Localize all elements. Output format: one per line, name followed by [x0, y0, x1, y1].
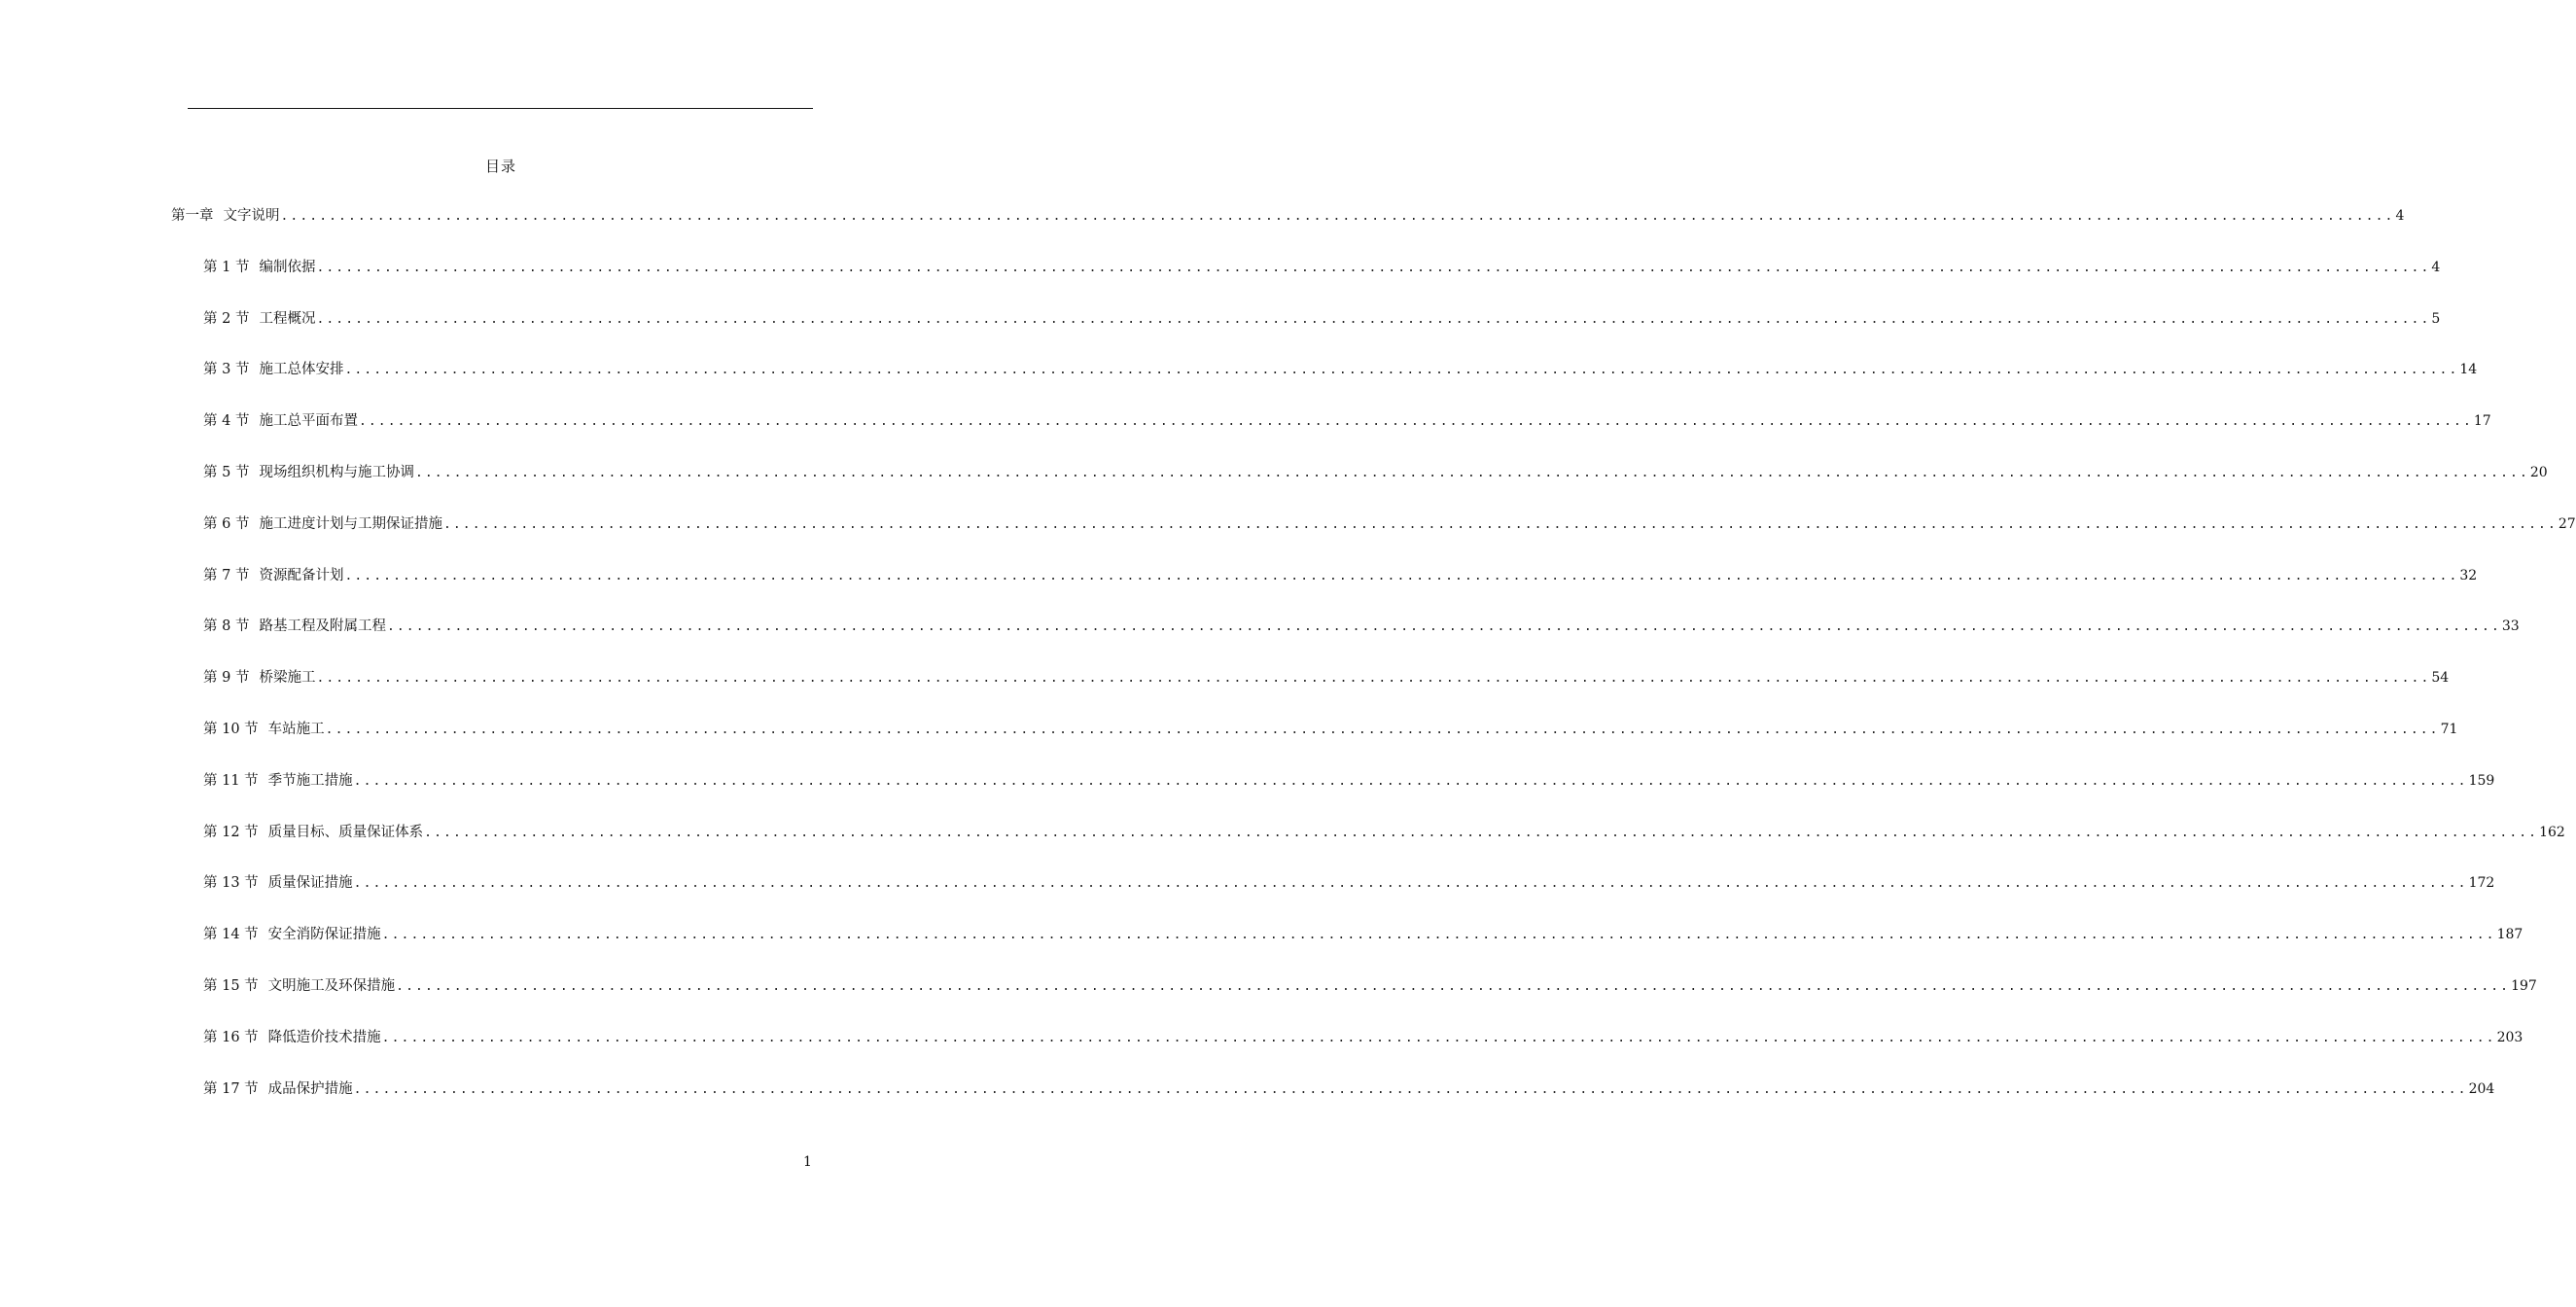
toc-leader-dots: ...........................................................................................................................................................................................................................: [353, 876, 2468, 891]
toc-entry-number: 第 16 节: [203, 1030, 259, 1045]
toc-leader-dots: ...........................................................................................................................................................................................................................: [325, 723, 2440, 737]
toc-leader-dots: ...........................................................................................................................................................................................................................: [316, 261, 2431, 275]
toc-entry-title: 施工总平面布置: [259, 413, 358, 429]
toc-entry[interactable]: [203, 925, 2523, 944]
toc-entry-title: 施工总体安排: [259, 362, 344, 377]
toc-entry[interactable]: [203, 720, 2458, 739]
toc-entry-title: 安全消防保证措施: [267, 927, 381, 942]
toc-entry-number: 第 17 节: [203, 1081, 259, 1097]
toc-entry-number: 第 2 节: [203, 311, 250, 327]
toc-entry-page: 204: [2468, 1081, 2495, 1097]
page-number: 1: [803, 1154, 812, 1170]
toc-entry[interactable]: [203, 771, 2495, 791]
toc-leader-dots: ...........................................................................................................................................................................................................................: [414, 466, 2529, 480]
toc-entry[interactable]: [203, 1028, 2523, 1047]
toc-entry-page: 162: [2539, 825, 2565, 840]
toc-entry-page: 33: [2501, 618, 2520, 634]
toc-entry-title: 现场组织机构与施工协调: [259, 465, 414, 480]
toc-entry-number: 第 1 节: [203, 260, 250, 275]
toc-entry-number: 第 12 节: [203, 825, 259, 840]
toc-entry-title: 降低造价技术措施: [267, 1030, 381, 1045]
toc-entry-page: 20: [2529, 465, 2548, 480]
toc-entry-page: 197: [2511, 978, 2537, 994]
toc-entry-page: 14: [2459, 362, 2478, 377]
toc-entry-title: 质量保证措施: [267, 875, 353, 891]
toc-entry-title: 资源配备计划: [259, 568, 344, 583]
toc-entry-number: 第 11 节: [203, 773, 259, 789]
toc-leader-dots: ...........................................................................................................................................................................................................................: [280, 209, 2395, 224]
toc-entry-number: 第 5 节: [203, 465, 250, 480]
toc-entry[interactable]: [203, 976, 2537, 996]
toc-entry-title: 桥梁施工: [259, 670, 316, 686]
toc-entry[interactable]: [203, 566, 2478, 585]
toc-title: 目录: [484, 158, 516, 175]
toc-entry[interactable]: [203, 258, 2441, 277]
toc-entry-number: 第 13 节: [203, 875, 259, 891]
toc-leader-dots: ...........................................................................................................................................................................................................................: [381, 928, 2496, 942]
toc-entry-title: 工程概况: [259, 311, 316, 327]
toc-leader-dots: ...........................................................................................................................................................................................................................: [381, 1031, 2496, 1045]
toc-entry[interactable]: [203, 1079, 2495, 1099]
toc-entry[interactable]: [203, 463, 2548, 482]
toc-leader-dots: ...........................................................................................................................................................................................................................: [386, 619, 2501, 634]
toc-leader-dots: ...........................................................................................................................................................................................................................: [344, 569, 2459, 583]
toc-entry-title: 文明施工及环保措施: [267, 978, 396, 994]
toc-entry-number: 第 7 节: [203, 568, 250, 583]
toc-entry-page: 54: [2431, 670, 2450, 686]
toc-entry-title: 季节施工措施: [267, 773, 353, 789]
toc-entry[interactable]: [171, 206, 2405, 226]
toc-entry-title: 路基工程及附属工程: [259, 618, 386, 634]
toc-entry-title: 施工进度计划与工期保证措施: [259, 516, 442, 532]
toc-entry-page: 172: [2468, 875, 2495, 891]
toc-leader-dots: ...........................................................................................................................................................................................................................: [396, 979, 2511, 994]
toc-entry[interactable]: [203, 823, 2565, 842]
toc-entry[interactable]: [203, 617, 2520, 636]
toc-leader-dots: ...........................................................................................................................................................................................................................: [316, 312, 2431, 327]
toc-entry-number: 第 15 节: [203, 978, 259, 994]
toc-entry-number: 第 14 节: [203, 927, 259, 942]
toc-leader-dots: ...........................................................................................................................................................................................................................: [358, 414, 2473, 429]
toc-leader-dots: ...........................................................................................................................................................................................................................: [344, 363, 2459, 377]
toc-entry-title: 文字说明: [223, 208, 280, 224]
toc-entry-number: 第 3 节: [203, 362, 250, 377]
toc-entry-title: 成品保护措施: [267, 1081, 353, 1097]
toc-leader-dots: ...........................................................................................................................................................................................................................: [442, 517, 2558, 532]
toc-entry-number: 第一章: [171, 208, 214, 224]
toc-entry[interactable]: [203, 360, 2478, 379]
toc-entry-page: 32: [2459, 568, 2478, 583]
toc-entry-number: 第 6 节: [203, 516, 250, 532]
toc-leader-dots: ...........................................................................................................................................................................................................................: [353, 774, 2468, 789]
toc-entry[interactable]: [203, 411, 2491, 431]
toc-entry-page: 187: [2496, 927, 2523, 942]
toc-entry-page: 5: [2431, 311, 2441, 327]
toc-entry-page: 71: [2440, 722, 2458, 737]
toc-entry-page: 4: [2431, 260, 2441, 275]
toc-entry-page: 4: [2395, 208, 2405, 224]
toc-leader-dots: ...........................................................................................................................................................................................................................: [353, 1082, 2468, 1097]
toc-entry[interactable]: [203, 668, 2450, 688]
toc-entry-title: 编制依据: [259, 260, 316, 275]
toc-entry-page: 27: [2558, 516, 2576, 532]
toc-entry-page: 17: [2473, 413, 2491, 429]
toc-leader-dots: ...........................................................................................................................................................................................................................: [316, 671, 2431, 686]
toc-entry-number: 第 10 节: [203, 722, 259, 737]
toc-entry-title: 质量目标、质量保证体系: [267, 825, 424, 840]
toc-entry-page: 159: [2468, 773, 2495, 789]
toc-entry[interactable]: [203, 873, 2495, 893]
toc-entry-number: 第 4 节: [203, 413, 250, 429]
toc-entry-page: 203: [2496, 1030, 2523, 1045]
toc-entry[interactable]: [203, 309, 2441, 329]
toc-entry-number: 第 8 节: [203, 618, 250, 634]
toc-leader-dots: ...........................................................................................................................................................................................................................: [424, 826, 2539, 840]
toc-entry[interactable]: [203, 514, 2576, 534]
toc-entry-title: 车站施工: [267, 722, 325, 737]
toc-entry-number: 第 9 节: [203, 670, 250, 686]
